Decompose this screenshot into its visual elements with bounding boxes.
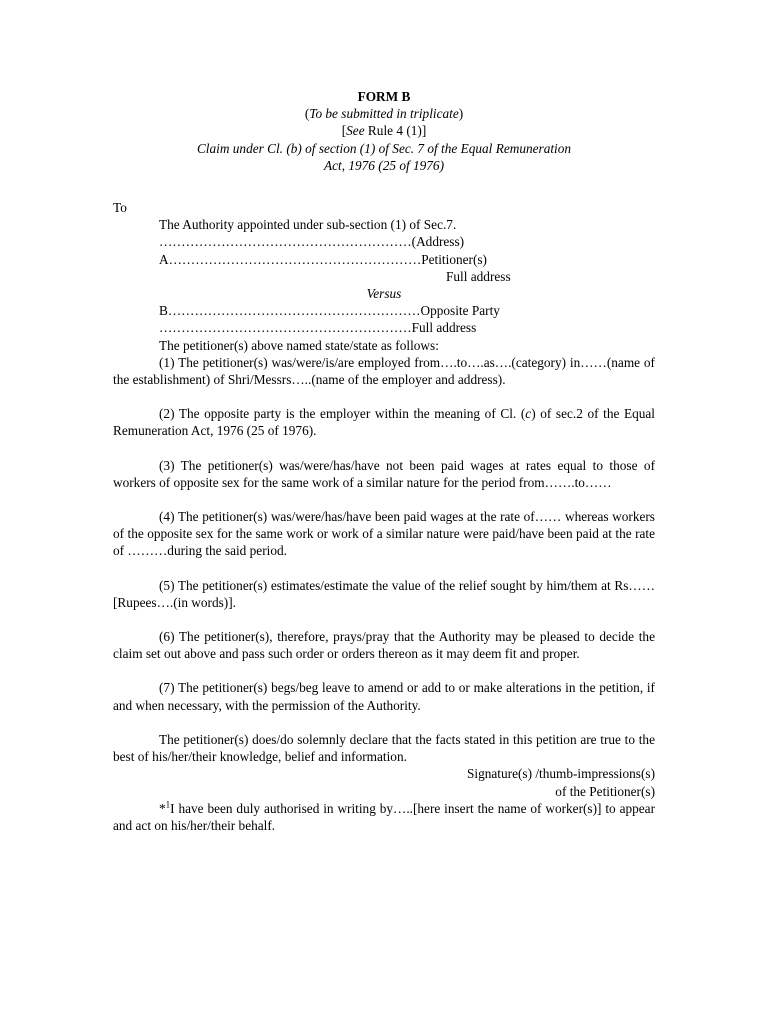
paren-open: ( [304,106,310,122]
form-page [113,88,655,834]
paren-close: ) [458,106,464,122]
versus-label: Versus [366,286,402,302]
rule-reference [113,122,655,139]
authorisation-text: I have been duly authorised in writing by…..[here insert the name of worker(s)] to appear and act on his/her/their behalf. [113,800,655,833]
asterisk: * [159,800,166,816]
opposite-party-line: B…………………………………………………Opposite Party [159,303,500,319]
paragraph-1: (1) The petitioner(s) was/were/is/are employed from….to….as….(category) in……(name of the establishment) of Shri/Messrs…..(name of the employer and address). [113,354,655,388]
submit-note-text: To be submitted in triplicate [309,106,459,122]
rule-see: See [346,123,365,139]
to-label: To [113,200,127,216]
p2-text-a: (2) The opposite party is the employer within the meaning of Cl. ( [159,406,526,422]
paragraph-3: (3) The petitioner(s) was/were/has/have not been paid wages at rates equal to those of workers of opposite sex for the same work of a similar nature for the period from…….to…… [113,457,655,490]
rule-rest: Rule 4 (1)] [364,123,427,139]
footnote-mark: 1 [165,799,171,810]
paragraph-2 [113,405,655,439]
submit-note [113,105,655,122]
authority-line: The Authority appointed under sub-section (1) of Sec.7. [159,217,457,233]
declaration: The petitioner(s) does/do solemnly declare that the facts stated in this petition are true to the best of his/her/their knowledge, belief and information. [113,731,655,765]
authorisation-note [113,800,655,834]
paragraph-4: (4) The petitioner(s) was/were/has/have been paid wages at the rate of…… whereas workers of the opposite sex for the same work or work of a similar nature were paid/have been paid at the rate of ………during the said period. [113,509,655,559]
bracket-open: [ [341,123,347,139]
claim-line-2: Act, 1976 (25 of 1976) [323,157,445,173]
full-address-label: Full address [446,268,511,284]
paragraph-7: (7) The petitioner(s) begs/beg leave to amend or add to or make alterations in the petition, if and when necessary, with the permission of the Authority. [113,680,655,713]
intro-line: The petitioner(s) above named state/state as follows: [159,337,439,353]
paragraph-6: (6) The petitioner(s), therefore, prays/pray that the Authority may be pleased to decide the claim set out above and pass such order or orders thereon as it may deem fit and proper. [113,629,655,662]
signature-line-2: of the Petitioner(s) [555,783,655,799]
paragraph-5: (5) The petitioner(s) estimates/estimate the value of the relief sought by him/them at Rs……[Rupees….(in words)]. [113,577,655,610]
p2-clause: c [525,406,532,422]
p2-text-b: ) of sec.2 of the Equal Remuneration Act, 1976 (25 of 1976). [113,406,655,439]
claim-line-1: Claim under Cl. (b) of section (1) of Sec. 7 of the Equal Remuneration [196,140,572,156]
petitioner-line: A…………………………………………………Petitioner(s) [159,251,487,267]
form-title: FORM B [357,89,411,104]
address-line: …………………………………………………(Address) [159,234,465,250]
signature-line-1: Signature(s) /thumb-impressions(s) [467,766,655,782]
opposite-full-address-line: …………………………………………………Full address [159,320,477,336]
